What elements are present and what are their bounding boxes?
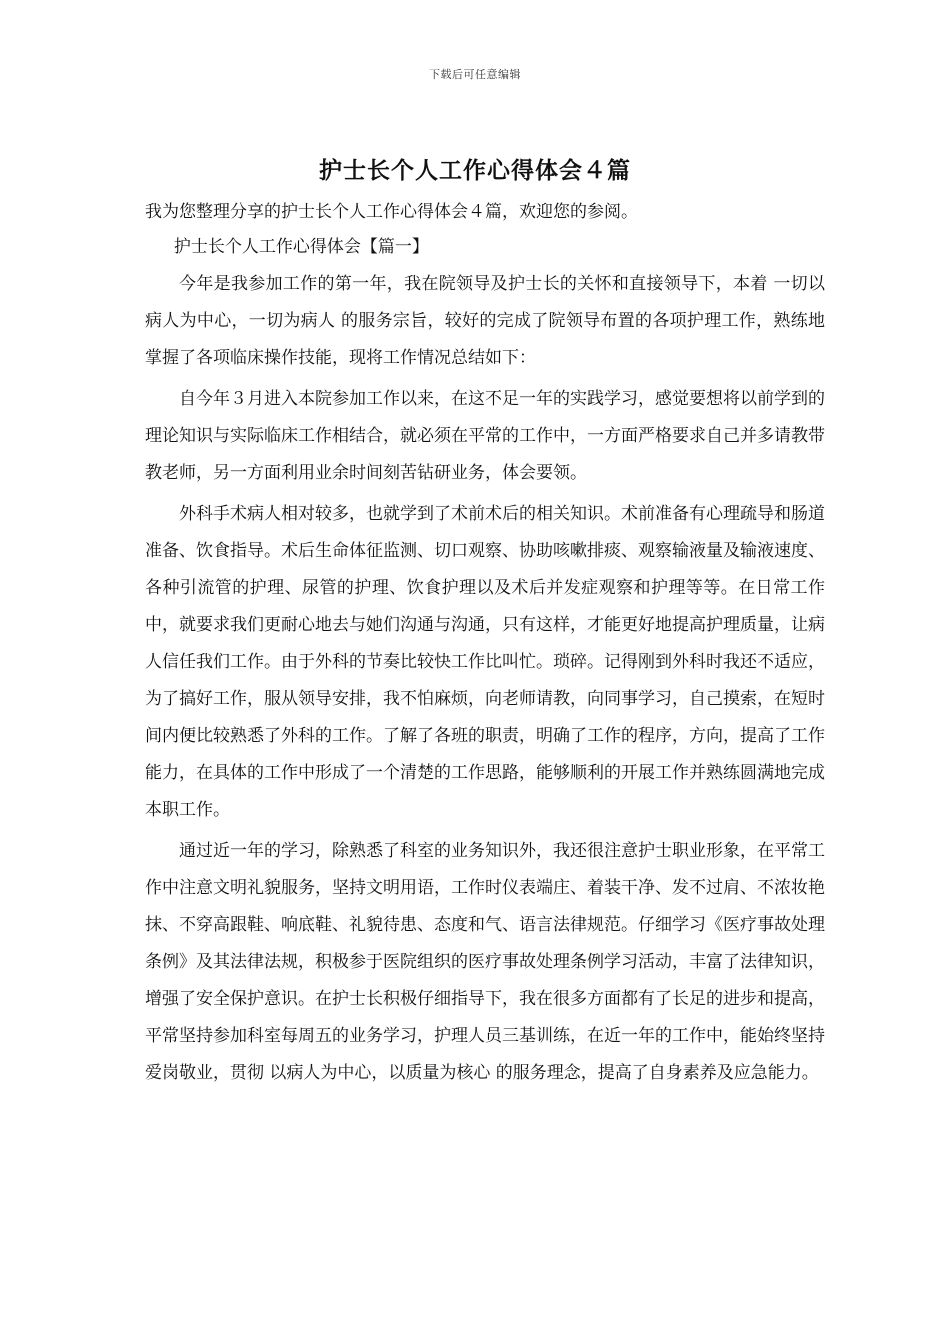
body-paragraph-1: 今年是我参加工作的第一年，我在院领导及护士长的关怀和直接领导下，本着 一切以病人为中心，一切为病人 的服务宗旨，较好的完成了院领导布置的各项护理工作，熟练地掌握了各项临床操作技能，现将工作情况总结如下： bbox=[145, 274, 825, 368]
document-title: 护士长个人工作心得体会４篇 bbox=[319, 158, 631, 184]
document-body bbox=[145, 196, 825, 1096]
header-note: 下载后可任意编辑 bbox=[429, 68, 521, 81]
intro-paragraph: 我为您整理分享的护士长个人工作心得体会４篇，欢迎您的参阅。 bbox=[145, 202, 638, 222]
body-paragraph-4: 通过近一年的学习，除熟悉了科室的业务知识外，我还很注意护士职业形象，在平常工作中注意文明礼貌服务，坚持文明用语，工作时仪表端庄、着装干净、发不过肩、不浓妆艳抹、不穿高跟鞋、响底鞋、礼貌待患、态度和气、语言法律规范。仔细学习《医疗事故处理条例》及其法律法规，积极参于医院组织的医疗事故处理条例学习活动，丰富了法律知识，增强了安全保护意识。在护士长积极仔细指导下，我在很多方面都有了长足的进步和提高，平常坚持参加科室每周五的业务学习，护理人员三基训练，在近一年的工作中，能始终坚持爱岗敬业，贯彻 以病人为中心，以质量为核心 的服务理念，提高了自身素养及应急能力。 bbox=[145, 841, 825, 1083]
body-paragraph-3: 外科手术病人相对较多，也就学到了术前术后的相关知识。术前准备有心理疏导和肠道准备、饮食指导。术后生命体征监测、切口观察、协助咳嗽排痰、观察输液量及输液速度、各种引流管的护理、尿管的护理、饮食护理以及术后并发症观察和护理等等。在日常工作中，就要求我们更耐心地去与她们沟通与沟通，只有这样，才能更好地提高护理质量，让病人信任我们工作。由于外科的节奏比较快工作比叫忙。琐碎。记得刚到外科时我还不适应，为了搞好工作，服从领导安排，我不怕麻烦，向老师请教，向同事学习，自己摸索，在短时间内便比较熟悉了外科的工作。了解了各班的职责，明确了工作的程序，方向，提高了工作能力，在具体的工作中形成了一个清楚的工作思路，能够顺利的开展工作并熟练圆满地完成本职工作。 bbox=[145, 504, 825, 820]
body-paragraph-2: 自今年３月进入本院参加工作以来，在这不足一年的实践学习，感觉要想将以前学到的理论知识与实际临床工作相结合，就必须在平常的工作中，一方面严格要求自己并多请教带教老师，另一方面利用业余时间刻苦钻研业务，体会要领。 bbox=[145, 389, 825, 483]
section-heading: 护士长个人工作心得体会【篇一】 bbox=[173, 237, 429, 257]
